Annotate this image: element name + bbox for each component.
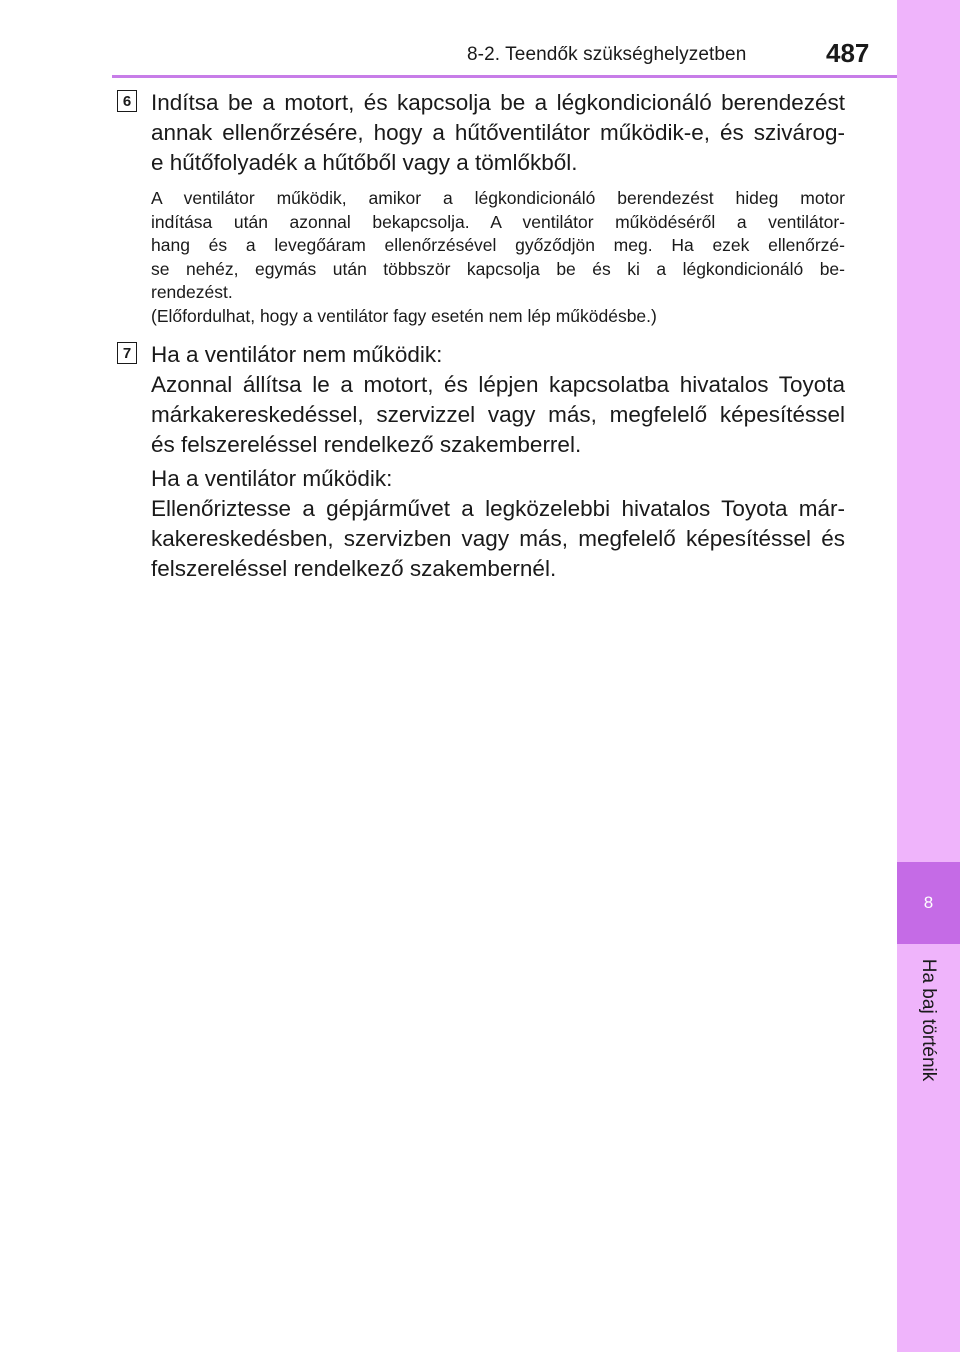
note-line: se nehéz, egymás után többször kapcsolja be és ki a légkondicionáló be- [151, 258, 845, 279]
page-number: 487 [826, 38, 870, 68]
chapter-number: 8 [923, 893, 934, 912]
text-line: felszereléssel rendelkező szakembernél. [151, 556, 557, 581]
case-heading: Ha a ventilátor nem működik: [151, 342, 443, 367]
note-line: rendezést. [151, 282, 233, 302]
text-line: Ellenőriztesse a gépjárművet a legközelebbi hivatalos Toyota már- [151, 496, 845, 521]
note-line: (Előfordulhat, hogy a ventilátor fagy esetén nem lép működésbe.) [151, 305, 657, 326]
text-line: annak ellenőrzésére, hogy a hűtőventilátor működik-e, és szivárog- [151, 120, 845, 145]
chapter-number-tab [897, 862, 960, 944]
step-marker-6 [117, 90, 137, 112]
case-heading: Ha a ventilátor működik: [151, 466, 393, 491]
text-line: kakereskedésben, szervizben vagy más, megfelelő képesítéssel és [151, 526, 845, 551]
text-line: Azonnal állítsa le a motort, és lépjen kapcsolatba hivatalos Toyota [151, 372, 845, 397]
note-line: indítása után azonnal bekapcsolja. A ventilátor működéséről a ventilátor- [151, 211, 845, 232]
chapter-side-tab [897, 0, 960, 1352]
case-paragraph [151, 464, 845, 584]
step-marker-7 [117, 342, 137, 364]
note-line: hang és a levegőáram ellenőrzésével győződjön meg. Ha ezek ellenőrzé- [151, 235, 845, 255]
header-rule [112, 75, 897, 78]
note-paragraph [151, 187, 845, 328]
section-title: 8-2. Teendők szükséghelyzetben [467, 44, 747, 65]
step-7-case-working [151, 464, 845, 584]
text-line: Indítsa be a motort, és kapcsolja be a légkondicionáló berendezést [151, 90, 845, 115]
text-line: és felszereléssel rendelkező szakemberrel. [151, 432, 582, 457]
note-line: A ventilátor működik, amikor a légkondicionáló berendezést hideg motor [151, 188, 845, 208]
step-number: 6 [122, 92, 132, 110]
step-6-paragraph [151, 88, 845, 178]
case-paragraph [151, 340, 845, 460]
step-number: 7 [122, 344, 132, 362]
step-6-note [151, 187, 845, 328]
step-7-case-not-working [151, 340, 845, 460]
step-6-main [151, 88, 845, 178]
text-line: márkakereskedéssel, szervizzel vagy más, megfelelő képesítéssel [151, 402, 845, 427]
text-line: e hűtőfolyadék a hűtőből vagy a tömlőkből. [151, 150, 578, 175]
chapter-title: Ha baj történik [918, 958, 939, 1082]
